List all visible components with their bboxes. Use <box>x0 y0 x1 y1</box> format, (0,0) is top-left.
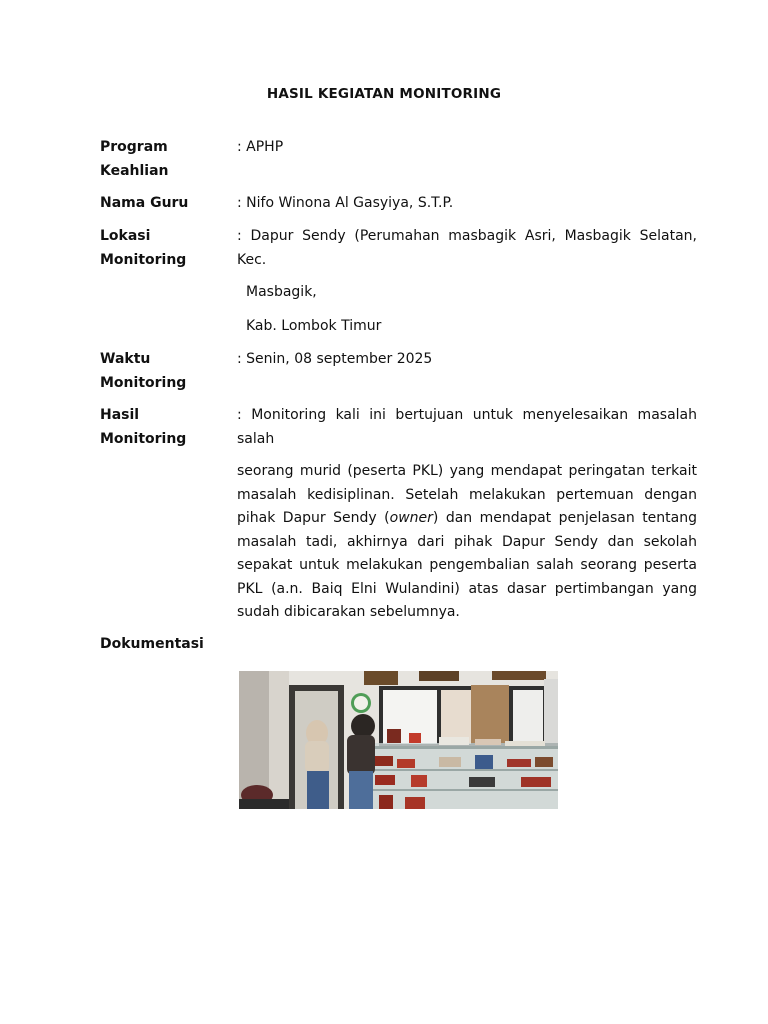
field-label-guru: Nama Guru <box>100 195 189 211</box>
field-label-program: Program Keahlian <box>100 139 169 179</box>
field-value-program: : APHP <box>237 139 284 155</box>
field-value-guru: : Nifo Winona Al Gasyiya, S.T.P. <box>237 195 454 211</box>
hasil-paragraph-owner: owner <box>389 510 433 526</box>
field-value-waktu: : Senin, 08 september 2025 <box>237 351 433 367</box>
field-label-dokumentasi: Dokumentasi <box>100 636 204 652</box>
hasil-paragraph-text-a: seorang murid (peserta PKL) yang mendapat peringatan terkait masalah kedisiplinan. Setelah melakukan pertemuan dengan pihak Dapur Sendy ( <box>237 463 697 526</box>
hasil-paragraph-text-b: ) dan mendapat penjelasan tentang masalah tadi, akhirnya dari pihak Dapur Sendy dan sekolah sepakat untuk melakukan pengembalian salah seorang peserta PKL (a.n. Baiq Elni Wulandini) atas dasar pertimbangan yang sudah dibicarakan sebelumnya. <box>237 510 697 620</box>
field-value-lokasi-line2: Masbagik, <box>246 284 317 300</box>
document-title: HASIL KEGIATAN MONITORING <box>266 86 502 102</box>
field-value-hasil: : Monitoring kali ini bertujuan untuk menyelesaikan masalah salah <box>237 407 697 447</box>
field-label-waktu: Waktu Monitoring <box>100 351 187 391</box>
hasil-paragraph <box>237 460 697 625</box>
field-label-lokasi: Lokasi Monitoring <box>100 228 187 268</box>
shop-interior-photo <box>239 671 558 809</box>
documentation-photo <box>239 671 558 809</box>
field-label-hasil: Hasil Monitoring <box>100 407 187 447</box>
field-value-lokasi: : Dapur Sendy (Perumahan masbagik Asri, Masbagik Selatan, Kec. <box>237 228 697 268</box>
field-value-lokasi-line3: Kab. Lombok Timur <box>246 318 382 334</box>
